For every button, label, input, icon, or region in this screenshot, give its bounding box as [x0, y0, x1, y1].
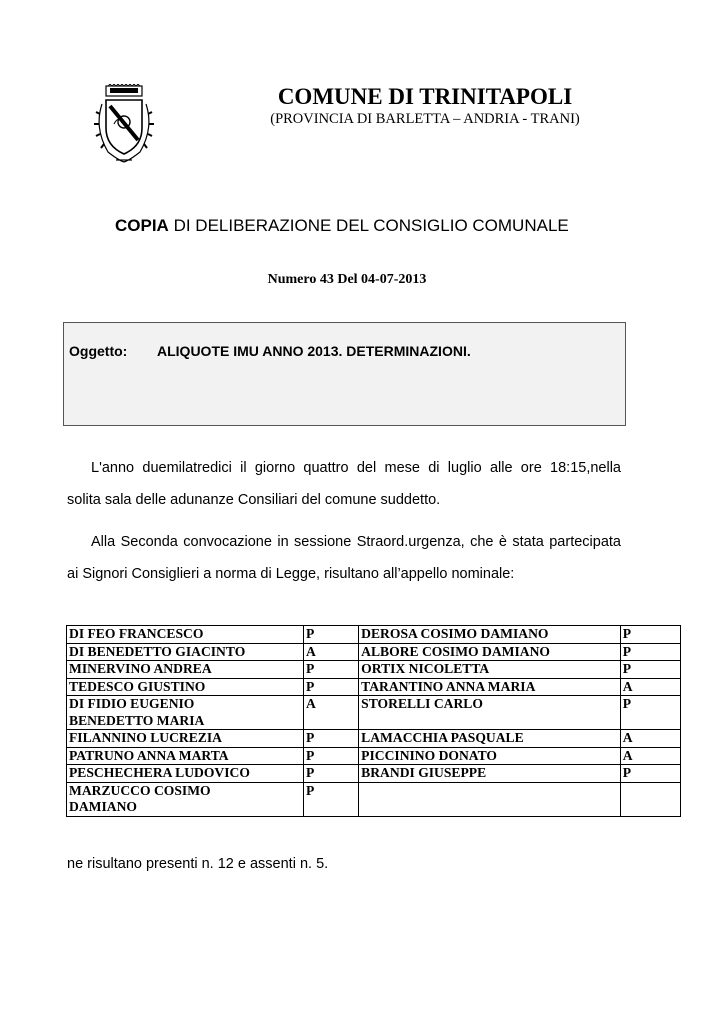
attendance-status-right: A: [620, 730, 680, 748]
attendance-row: [67, 626, 681, 644]
attendance-row: [67, 678, 681, 696]
councillor-name-left: PATRUNO ANNA MARTA: [67, 747, 304, 765]
attendance-status-left: P: [304, 765, 359, 783]
convocation-paragraph-line-2: ai Signori Consiglieri a norma di Legge, risultano all’appello nominale:: [67, 566, 515, 582]
attendance-row: [67, 696, 681, 730]
document-type-copy-label: COPIA: [115, 216, 169, 235]
attendance-status-right: P: [620, 661, 680, 679]
councillor-name-right: TARANTINO ANNA MARIA: [359, 678, 621, 696]
councillor-name-left: MINERVINO ANDREA: [67, 661, 304, 679]
attendance-row: [67, 765, 681, 783]
attendance-status-left: P: [304, 747, 359, 765]
attendance-status-right: P: [620, 643, 680, 661]
councillor-name-left: MARZUCCO COSIMO DAMIANO: [67, 782, 304, 816]
attendance-row: [67, 643, 681, 661]
attendance-row: [67, 661, 681, 679]
province-subtitle: (PROVINCIA DI BARLETTA – ANDRIA - TRANI): [270, 111, 580, 127]
subject-text: ALIQUOTE IMU ANNO 2013. DETERMINAZIONI.: [157, 343, 471, 359]
attendance-row: [67, 747, 681, 765]
subject-box: [63, 322, 626, 426]
intro-paragraph-line-1: L'anno duemilatredici il giorno quattro del mese di luglio alle ore 18:15,nella: [91, 460, 621, 476]
subject-label: Oggetto:: [69, 343, 128, 359]
attendance-row: [67, 730, 681, 748]
councillor-name-right: ORTIX NICOLETTA: [359, 661, 621, 679]
document-type-text: DI DELIBERAZIONE DEL CONSIGLIO COMUNALE: [168, 216, 569, 235]
municipality-title: COMUNE DI TRINITAPOLI: [277, 84, 573, 109]
councillor-name-right: LAMACCHIA PASQUALE: [359, 730, 621, 748]
deliberation-number-date: Numero 43 Del 04-07-2013: [267, 272, 427, 287]
attendance-status-left: A: [304, 643, 359, 661]
councillor-name-right: PICCININO DONATO: [359, 747, 621, 765]
attendance-status-right: P: [620, 696, 680, 730]
councillor-name-left: FILANNINO LUCREZIA: [67, 730, 304, 748]
attendance-status-left: P: [304, 782, 359, 816]
attendance-status-right: [620, 782, 680, 816]
attendance-status-left: P: [304, 626, 359, 644]
attendance-status-left: P: [304, 661, 359, 679]
councillor-name-left: DI FEO FRANCESCO: [67, 626, 304, 644]
attendance-status-right: P: [620, 765, 680, 783]
coat-of-arms-emblem: [92, 84, 156, 164]
attendance-status-right: A: [620, 678, 680, 696]
attendance-row: [67, 782, 681, 816]
councillor-name-right: DEROSA COSIMO DAMIANO: [359, 626, 621, 644]
attendance-summary: ne risultano presenti n. 12 e assenti n. 5.: [67, 856, 329, 872]
document-type: [115, 216, 569, 236]
attendance-status-left: P: [304, 678, 359, 696]
attendance-status-left: P: [304, 730, 359, 748]
councillor-name-left: PESCHECHERA LUDOVICO: [67, 765, 304, 783]
convocation-paragraph-line-1: Alla Seconda convocazione in sessione Straord.urgenza, che è stata partecipata: [91, 534, 621, 550]
councillor-name-right: BRANDI GIUSEPPE: [359, 765, 621, 783]
intro-paragraph-line-2: solita sala delle adunanze Consiliari del comune suddetto.: [67, 492, 441, 508]
councillor-name-right: ALBORE COSIMO DAMIANO: [359, 643, 621, 661]
attendance-table: [66, 625, 681, 817]
councillor-name-left: DI BENEDETTO GIACINTO: [67, 643, 304, 661]
councillor-name-right: [359, 782, 621, 816]
attendance-status-left: A: [304, 696, 359, 730]
attendance-status-right: P: [620, 626, 680, 644]
councillor-name-right: STORELLI CARLO: [359, 696, 621, 730]
attendance-status-right: A: [620, 747, 680, 765]
councillor-name-left: TEDESCO GIUSTINO: [67, 678, 304, 696]
councillor-name-left: DI FIDIO EUGENIO BENEDETTO MARIA: [67, 696, 304, 730]
